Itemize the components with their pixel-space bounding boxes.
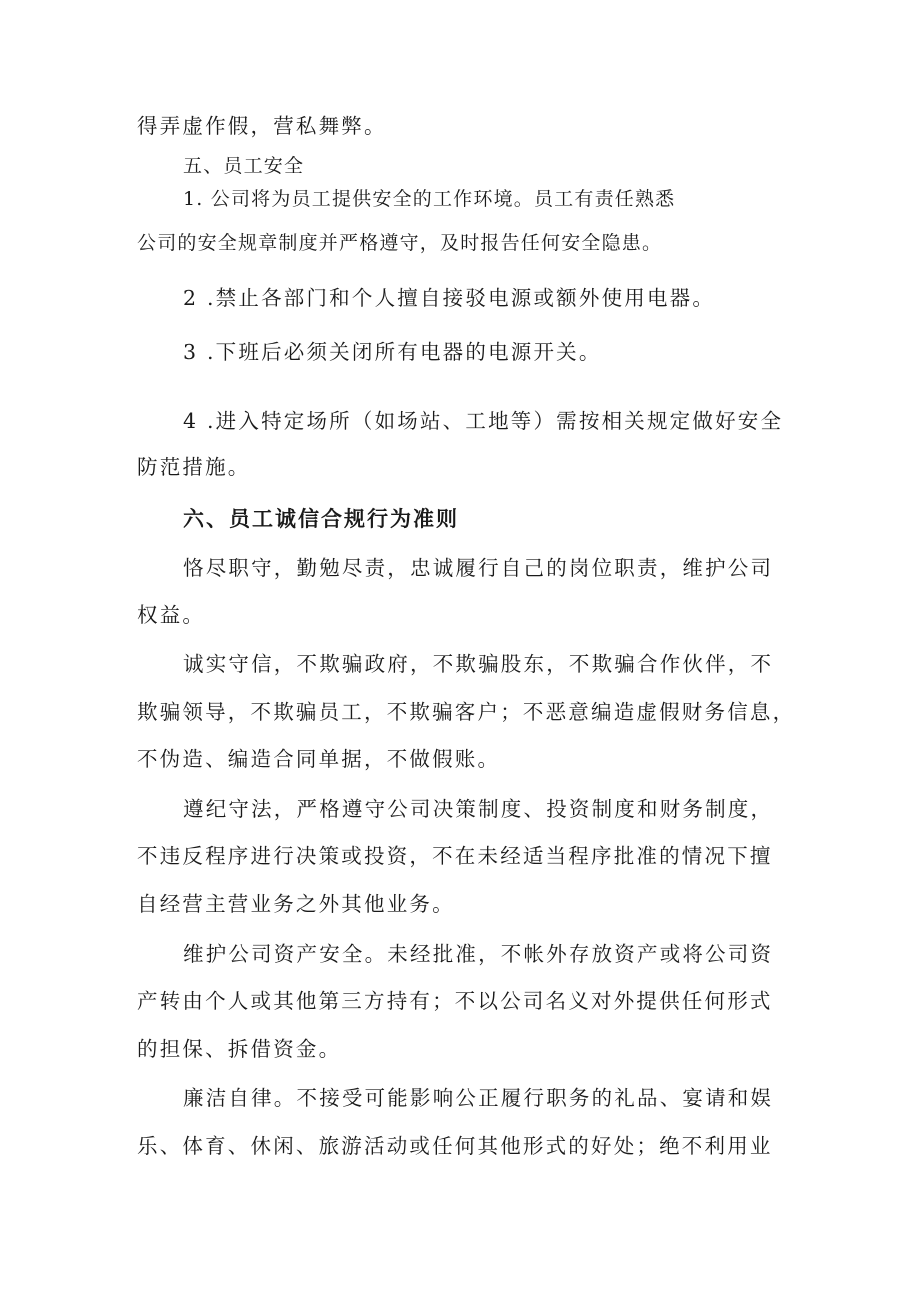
text-line: 自经营主营业务之外其他业务。 [137, 892, 455, 916]
text-line: 产转由个人或其他第三方持有；不以公司名义对外提供任何形式 [137, 989, 773, 1013]
text-line: 廉洁自律。不接受可能影响公正履行职务的礼品、宴请和娱 [183, 1086, 774, 1110]
text-line: 诚实守信，不欺骗政府，不欺骗股东，不欺骗合作伙伴，不 [183, 652, 774, 676]
text-line: 的担保、拆借资金。 [137, 1037, 342, 1061]
section-heading-6: 六、员工诚信合规行为准则 [183, 507, 459, 531]
text-line: 不违反程序进行决策或投资，不在未经适当程序批准的情况下擅 [137, 844, 773, 868]
text-line: 遵纪守法，严格遵守公司决策制度、投资制度和财务制度， [183, 797, 774, 821]
text-line: 2 .禁止各部门和个人擅自接驳电源或额外使用电器。 [183, 286, 716, 310]
text-line: 恪尽职守，勤勉尽责，忠诚履行自己的岗位职责，维护公司 [183, 556, 774, 580]
text-line: 得弄虚作假，营私舞弊。 [137, 114, 387, 138]
text-line: 防范措施。 [137, 455, 251, 479]
text-line: 公司的安全规章制度并严格遵守，及时报告任何安全隐患。 [137, 232, 663, 254]
text-line: 乐、体育、休闲、旅游活动或任何其他形式的好处；绝不利用业 [137, 1134, 773, 1158]
text-line: 权益。 [137, 603, 206, 627]
text-line: 3 .下班后必须关闭所有电器的电源开关。 [183, 340, 602, 364]
text-line: 不伪造、编造合同单据，不做假账。 [137, 747, 501, 771]
text-line: 维护公司资产安全。未经批准，不帐外存放资产或将公司资 [183, 942, 774, 966]
text-line: 1. 公司将为员工提供安全的工作环境。员工有责任熟悉 [183, 188, 676, 210]
text-line: 4 .进入特定场所（如场站、工地等）需按相关规定做好安全 [183, 409, 784, 433]
section-heading-5: 五、员工安全 [183, 155, 305, 177]
text-line: 欺骗领导，不欺骗员工，不欺骗客户；不恶意编造虚假财务信息， [137, 700, 796, 724]
